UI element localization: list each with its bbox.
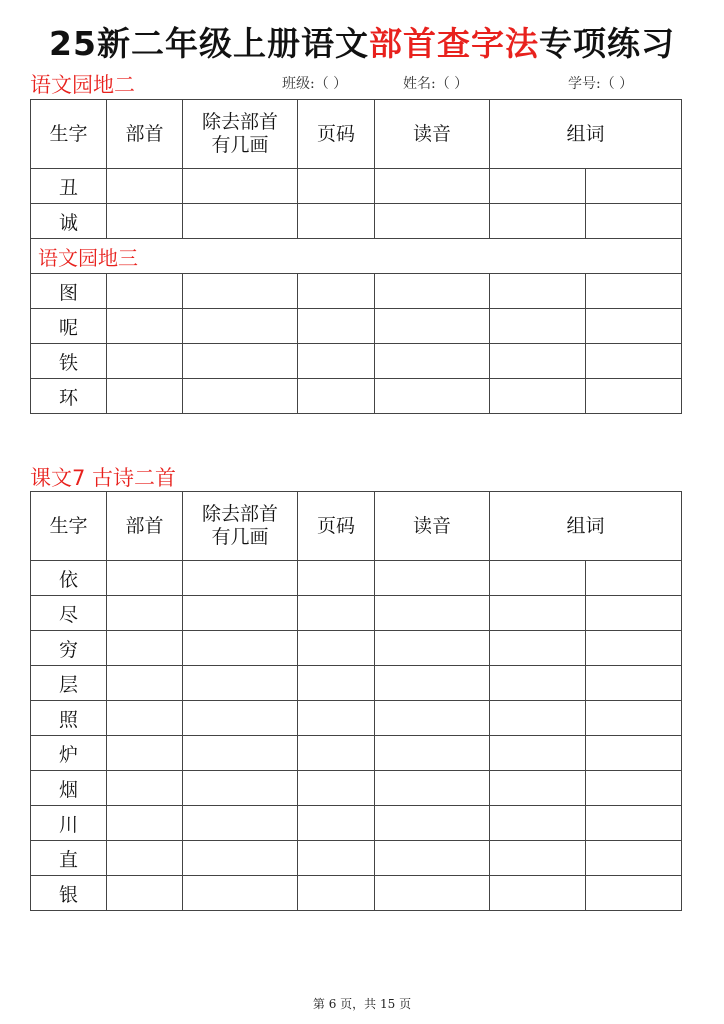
char-cell: 图 bbox=[31, 274, 107, 309]
page-cell[interactable] bbox=[298, 736, 375, 771]
word-cell-1[interactable] bbox=[490, 169, 586, 204]
pronunciation-cell[interactable] bbox=[375, 169, 490, 204]
word-cell-2[interactable] bbox=[586, 701, 682, 736]
table-row bbox=[31, 561, 682, 596]
char-cell: 穷 bbox=[31, 631, 107, 666]
strokes-cell[interactable] bbox=[183, 309, 298, 344]
table-row bbox=[31, 379, 682, 414]
table-row bbox=[31, 596, 682, 631]
strokes-cell[interactable] bbox=[183, 701, 298, 736]
page-cell[interactable] bbox=[298, 771, 375, 806]
radical-cell[interactable] bbox=[107, 841, 183, 876]
header-row bbox=[31, 492, 682, 561]
strokes-cell[interactable] bbox=[183, 876, 298, 911]
page-cell[interactable] bbox=[298, 561, 375, 596]
header-pronunciation: 读音 bbox=[375, 492, 490, 561]
page-cell[interactable] bbox=[298, 204, 375, 239]
pronunciation-cell[interactable] bbox=[375, 596, 490, 631]
header-strokes-text: 除去部首有几画 bbox=[201, 503, 278, 548]
table-row bbox=[31, 631, 682, 666]
page-cell[interactable] bbox=[298, 666, 375, 701]
word-cell-2[interactable] bbox=[586, 806, 682, 841]
strokes-cell[interactable] bbox=[183, 561, 298, 596]
table-row bbox=[31, 771, 682, 806]
strokes-cell[interactable] bbox=[183, 736, 298, 771]
student-id-field[interactable]: 学号:（ ） bbox=[568, 76, 634, 92]
char-cell: 层 bbox=[31, 666, 107, 701]
table-row bbox=[31, 169, 682, 204]
table-row bbox=[31, 841, 682, 876]
char-cell: 环 bbox=[31, 379, 107, 414]
radical-cell[interactable] bbox=[107, 596, 183, 631]
word-cell-1[interactable] bbox=[490, 204, 586, 239]
strokes-cell[interactable] bbox=[183, 806, 298, 841]
char-cell: 铁 bbox=[31, 344, 107, 379]
table-row bbox=[31, 274, 682, 309]
radical-cell[interactable] bbox=[107, 169, 183, 204]
char-cell: 依 bbox=[31, 561, 107, 596]
word-cell-1[interactable] bbox=[490, 841, 586, 876]
page-cell[interactable] bbox=[298, 169, 375, 204]
pronunciation-cell[interactable] bbox=[375, 309, 490, 344]
word-cell-1[interactable] bbox=[490, 596, 586, 631]
header-words: 组词 bbox=[490, 492, 682, 561]
word-cell-1[interactable] bbox=[490, 344, 586, 379]
pronunciation-cell[interactable] bbox=[375, 841, 490, 876]
page-cell[interactable] bbox=[298, 841, 375, 876]
header-radical: 部首 bbox=[107, 492, 183, 561]
worksheet-table-1 bbox=[30, 99, 682, 414]
pronunciation-cell[interactable] bbox=[375, 344, 490, 379]
word-cell-1[interactable] bbox=[490, 379, 586, 414]
radical-cell[interactable] bbox=[107, 771, 183, 806]
page-cell[interactable] bbox=[298, 596, 375, 631]
radical-cell[interactable] bbox=[107, 274, 183, 309]
radical-cell[interactable] bbox=[107, 204, 183, 239]
word-cell-2[interactable] bbox=[586, 596, 682, 631]
word-cell-2[interactable] bbox=[586, 631, 682, 666]
word-cell-1[interactable] bbox=[490, 701, 586, 736]
strokes-cell[interactable] bbox=[183, 204, 298, 239]
page-cell[interactable] bbox=[298, 701, 375, 736]
table-row bbox=[31, 701, 682, 736]
word-cell-2[interactable] bbox=[586, 561, 682, 596]
pronunciation-cell[interactable] bbox=[375, 204, 490, 239]
pronunciation-cell[interactable] bbox=[375, 806, 490, 841]
header-row bbox=[31, 100, 682, 169]
strokes-cell[interactable] bbox=[183, 169, 298, 204]
strokes-cell[interactable] bbox=[183, 596, 298, 631]
radical-cell[interactable] bbox=[107, 631, 183, 666]
word-cell-1[interactable] bbox=[490, 274, 586, 309]
strokes-cell[interactable] bbox=[183, 344, 298, 379]
table-row bbox=[31, 666, 682, 701]
page-cell[interactable] bbox=[298, 806, 375, 841]
table-row bbox=[31, 309, 682, 344]
word-cell-1[interactable] bbox=[490, 771, 586, 806]
strokes-cell[interactable] bbox=[183, 666, 298, 701]
word-cell-2[interactable] bbox=[586, 274, 682, 309]
word-cell-2[interactable] bbox=[586, 736, 682, 771]
table-row bbox=[31, 876, 682, 911]
title-part-2: 部首查字法 bbox=[368, 24, 539, 63]
header-char: 生字 bbox=[31, 492, 107, 561]
strokes-cell[interactable] bbox=[183, 841, 298, 876]
header-strokes bbox=[183, 492, 298, 561]
page-footer: 第 6 页，共 15 页 bbox=[312, 997, 412, 1011]
strokes-cell[interactable] bbox=[183, 631, 298, 666]
word-cell-2[interactable] bbox=[586, 876, 682, 911]
table-row bbox=[31, 736, 682, 771]
header-words: 组词 bbox=[490, 100, 682, 169]
strokes-cell[interactable] bbox=[183, 379, 298, 414]
class-field[interactable]: 班级:（ ） bbox=[282, 76, 348, 92]
name-field[interactable]: 姓名:（ ） bbox=[403, 76, 469, 92]
page-cell[interactable] bbox=[298, 876, 375, 911]
page-cell[interactable] bbox=[298, 344, 375, 379]
page-cell[interactable] bbox=[298, 631, 375, 666]
worksheet-table-2 bbox=[30, 491, 682, 911]
header-radical: 部首 bbox=[107, 100, 183, 169]
pronunciation-cell[interactable] bbox=[375, 274, 490, 309]
header-strokes-text: 除去部首有几画 bbox=[201, 111, 278, 156]
radical-cell[interactable] bbox=[107, 561, 183, 596]
radical-cell[interactable] bbox=[107, 876, 183, 911]
strokes-cell[interactable] bbox=[183, 274, 298, 309]
page-cell[interactable] bbox=[298, 274, 375, 309]
char-cell: 川 bbox=[31, 806, 107, 841]
title-part-1: 25新二年级上册语文 bbox=[49, 24, 369, 63]
word-cell-2[interactable] bbox=[586, 309, 682, 344]
header-strokes bbox=[183, 100, 298, 169]
radical-cell[interactable] bbox=[107, 309, 183, 344]
page-cell[interactable] bbox=[298, 309, 375, 344]
word-cell-1[interactable] bbox=[490, 736, 586, 771]
word-cell-2[interactable] bbox=[586, 666, 682, 701]
title-part-3: 专项练习 bbox=[538, 24, 675, 63]
word-cell-1[interactable] bbox=[490, 631, 586, 666]
pronunciation-cell[interactable] bbox=[375, 666, 490, 701]
header-page: 页码 bbox=[298, 492, 375, 561]
word-cell-1[interactable] bbox=[490, 561, 586, 596]
pronunciation-cell[interactable] bbox=[375, 631, 490, 666]
radical-cell[interactable] bbox=[107, 379, 183, 414]
char-cell: 照 bbox=[31, 701, 107, 736]
word-cell-2[interactable] bbox=[586, 841, 682, 876]
header-char: 生字 bbox=[31, 100, 107, 169]
word-cell-2[interactable] bbox=[586, 169, 682, 204]
char-cell: 诚 bbox=[31, 204, 107, 239]
char-cell: 银 bbox=[31, 876, 107, 911]
radical-cell[interactable] bbox=[107, 736, 183, 771]
pronunciation-cell[interactable] bbox=[375, 379, 490, 414]
char-cell: 呢 bbox=[31, 309, 107, 344]
section-1-label: 语文园地二 bbox=[30, 73, 135, 97]
radical-cell[interactable] bbox=[107, 666, 183, 701]
pronunciation-cell[interactable] bbox=[375, 561, 490, 596]
header-pronunciation: 读音 bbox=[375, 100, 490, 169]
char-cell: 尽 bbox=[31, 596, 107, 631]
char-cell: 炉 bbox=[31, 736, 107, 771]
char-cell: 直 bbox=[31, 841, 107, 876]
word-cell-2[interactable] bbox=[586, 204, 682, 239]
word-cell-2[interactable] bbox=[586, 771, 682, 806]
pronunciation-cell[interactable] bbox=[375, 701, 490, 736]
page-title bbox=[0, 18, 724, 65]
header-page: 页码 bbox=[298, 100, 375, 169]
word-cell-2[interactable] bbox=[586, 344, 682, 379]
table-row bbox=[31, 344, 682, 379]
word-cell-1[interactable] bbox=[490, 666, 586, 701]
char-cell: 烟 bbox=[31, 771, 107, 806]
pronunciation-cell[interactable] bbox=[375, 771, 490, 806]
sub-section-row bbox=[31, 239, 682, 274]
pronunciation-cell[interactable] bbox=[375, 876, 490, 911]
section-2-label: 课文7 古诗二首 bbox=[30, 466, 177, 490]
word-cell-1[interactable] bbox=[490, 309, 586, 344]
word-cell-1[interactable] bbox=[490, 876, 586, 911]
sub-section-label: 语文园地三 bbox=[31, 239, 682, 274]
strokes-cell[interactable] bbox=[183, 771, 298, 806]
pronunciation-cell[interactable] bbox=[375, 736, 490, 771]
radical-cell[interactable] bbox=[107, 344, 183, 379]
table-row bbox=[31, 204, 682, 239]
radical-cell[interactable] bbox=[107, 806, 183, 841]
radical-cell[interactable] bbox=[107, 701, 183, 736]
char-cell: 丑 bbox=[31, 169, 107, 204]
page-cell[interactable] bbox=[298, 379, 375, 414]
table-row bbox=[31, 806, 682, 841]
word-cell-1[interactable] bbox=[490, 806, 586, 841]
word-cell-2[interactable] bbox=[586, 379, 682, 414]
